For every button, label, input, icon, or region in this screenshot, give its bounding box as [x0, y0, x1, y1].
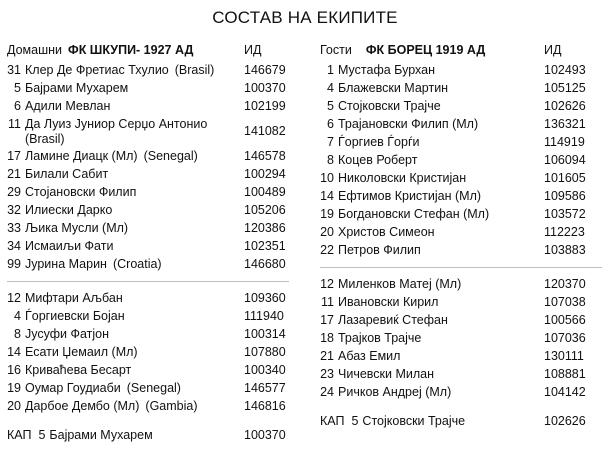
- player-name: Љика Мусли (Мл): [25, 221, 129, 235]
- player-number: 21: [7, 167, 21, 181]
- player-row: [7, 201, 297, 219]
- home-team-name: ФК ШКУПИ- 1927 АД: [68, 43, 194, 57]
- player-name: Богдановски Стефан (Мл): [338, 207, 490, 221]
- player-id: 100566: [544, 313, 586, 327]
- player-number: 7: [327, 135, 334, 149]
- player-number: 17: [320, 313, 334, 327]
- player-name: Оумар Гоудиаби: [25, 381, 121, 395]
- player-id: 102493: [544, 63, 586, 77]
- player-id: 102199: [244, 99, 286, 113]
- player-id: 120386: [244, 221, 286, 235]
- away-header: [320, 41, 602, 59]
- player-row: [320, 187, 602, 205]
- player-row: [7, 61, 297, 79]
- player-id: 108881: [544, 367, 586, 381]
- player-id: 130111: [544, 349, 584, 363]
- player-id: 100314: [244, 327, 286, 341]
- player-row: [320, 97, 602, 115]
- player-name: Билали Сабит: [25, 167, 109, 181]
- player-number: 14: [7, 345, 21, 359]
- player-number: 5: [327, 99, 334, 113]
- player-id: 114919: [544, 135, 585, 149]
- player-name: Ивановски Кирил: [338, 295, 439, 309]
- player-number: 20: [320, 225, 334, 239]
- player-number: 14: [320, 189, 334, 203]
- captain-number: 5: [38, 428, 46, 442]
- captain-id: 102626: [544, 414, 586, 428]
- player-row: [7, 325, 297, 343]
- player-name: Трајков Трајче: [338, 331, 422, 345]
- player-name: Исмаиљи Фати: [25, 239, 114, 253]
- player-name: Ламине Диацк (Мл): [25, 149, 138, 163]
- player-row: [320, 383, 602, 401]
- player-row: [320, 223, 602, 241]
- player-name: Христов Симеон: [338, 225, 435, 239]
- player-name: Есати Џемаил (Мл): [25, 345, 138, 359]
- player-id: 100370: [244, 81, 286, 95]
- player-name: Ричков Андреј (Мл): [338, 385, 452, 399]
- player-id: 146816: [244, 399, 286, 413]
- player-row: [320, 151, 602, 169]
- player-id: 105206: [244, 203, 286, 217]
- player-row: [320, 205, 602, 223]
- player-id: 101605: [544, 171, 586, 185]
- player-name: Коцев Роберт: [338, 153, 418, 167]
- captain-label: КАП: [320, 414, 345, 428]
- player-number: 19: [7, 381, 21, 395]
- player-row: [320, 365, 602, 383]
- home-header: [7, 41, 297, 59]
- player-id: 106094: [544, 153, 586, 167]
- captain-id: 100370: [244, 428, 286, 442]
- player-number: 17: [7, 149, 21, 163]
- away-divider: [320, 267, 602, 268]
- page-title: СОСТАВ НА ЕКИПИТЕ: [212, 8, 398, 27]
- player-name: Да Луиз Јуниор Серџо Антонио (Brasil): [25, 117, 208, 146]
- player-id: 141082: [244, 124, 286, 138]
- player-name: Мустафа Бурхан: [338, 63, 435, 77]
- player-number: 32: [7, 203, 21, 217]
- player-id: 107880: [244, 345, 286, 359]
- player-number: 31: [7, 63, 21, 77]
- player-name: Клер Де Фретиас Тхулио: [25, 63, 169, 77]
- player-nationality: (Brasil): [174, 63, 215, 77]
- player-number: 29: [7, 185, 21, 199]
- player-id: 107036: [544, 331, 586, 345]
- player-nationality: (Gambia): [145, 399, 198, 413]
- player-number: 4: [327, 81, 334, 95]
- player-number: 24: [320, 385, 334, 399]
- player-number: 8: [327, 153, 334, 167]
- player-name: Ѓоргиевски Бојан: [25, 309, 125, 323]
- player-number: 12: [7, 291, 21, 305]
- home-side-label: Домашни: [7, 43, 63, 57]
- player-row: [320, 311, 602, 329]
- player-nationality: (Senegal): [143, 149, 198, 163]
- player-row: [320, 347, 602, 365]
- player-id: 112223: [544, 225, 585, 239]
- player-row: [7, 79, 297, 97]
- away-starters-list: [320, 61, 602, 259]
- player-row: [320, 115, 602, 133]
- home-subs-list: [7, 289, 297, 415]
- player-number: 8: [14, 327, 21, 341]
- away-id-header: ИД: [544, 43, 562, 57]
- player-name: Бајрами Мухарем: [25, 81, 129, 95]
- home-starters-list: [7, 61, 297, 273]
- player-row: [7, 307, 297, 325]
- player-row: [7, 379, 297, 397]
- player-id: 146679: [244, 63, 286, 77]
- player-number: 11: [8, 117, 21, 131]
- player-number: 22: [320, 243, 334, 257]
- home-divider: [7, 281, 289, 282]
- player-name: Миленков Матеј (Мл): [338, 277, 462, 291]
- player-id: 146578: [244, 149, 286, 163]
- player-id: 102351: [244, 239, 286, 253]
- player-row: [7, 397, 297, 415]
- player-name: Николовски Кристијан: [338, 171, 467, 185]
- player-nationality: (Croatia): [112, 257, 162, 271]
- player-name: Чичевски Милан: [338, 367, 434, 381]
- player-number: 12: [320, 277, 334, 291]
- player-number: 6: [14, 99, 21, 113]
- player-name: Стојановски Филип: [25, 185, 137, 199]
- player-number: 4: [14, 309, 21, 323]
- player-id: 100340: [244, 363, 286, 377]
- player-number: 1: [327, 63, 334, 77]
- player-id: 136321: [544, 117, 586, 131]
- player-number: 23: [320, 367, 334, 381]
- player-number: 11: [321, 295, 334, 309]
- home-lineup: [7, 41, 297, 444]
- captain-number: 5: [351, 414, 359, 428]
- player-id: 146680: [244, 257, 286, 271]
- player-name: Ефтимов Кристијан (Мл): [338, 189, 482, 203]
- player-id: 146577: [244, 381, 286, 395]
- player-row: [320, 79, 602, 97]
- player-id: 109586: [544, 189, 586, 203]
- player-row: [7, 219, 297, 237]
- player-row: [320, 61, 602, 79]
- player-row: [7, 289, 297, 307]
- home-id-header: ИД: [244, 43, 262, 57]
- player-row: [320, 169, 602, 187]
- player-name: Илиески Дарко: [25, 203, 113, 217]
- player-nationality: (Senegal): [126, 381, 181, 395]
- player-row: [7, 147, 297, 165]
- player-number: 19: [320, 207, 334, 221]
- away-side-label: Гости: [320, 43, 352, 57]
- player-name: Абаз Емил: [338, 349, 401, 363]
- player-id: 120370: [544, 277, 586, 291]
- player-number: 33: [7, 221, 21, 235]
- player-name: Стојковски Трајче: [338, 99, 441, 113]
- player-number: 10: [320, 171, 334, 185]
- away-team-name: ФК БОРЕЦ 1919 АД: [365, 43, 486, 57]
- player-row: [320, 329, 602, 347]
- player-id: 107038: [544, 295, 586, 309]
- player-name: Јусуфи Фатјон: [25, 327, 109, 341]
- player-id: 111940: [244, 309, 284, 323]
- player-number: 5: [14, 81, 21, 95]
- away-lineup: [320, 41, 602, 430]
- player-row: [7, 237, 297, 255]
- player-id: 102626: [544, 99, 586, 113]
- player-row: [7, 255, 297, 273]
- player-name: Ѓоргиев Ѓорѓи: [338, 135, 420, 149]
- player-id: 104142: [544, 385, 586, 399]
- player-name: Трајановски Филип (Мл): [338, 117, 479, 131]
- player-name: Јурина Марин: [25, 257, 107, 271]
- player-name: Лазаревиќ Стефан: [338, 313, 448, 327]
- player-id: 103572: [544, 207, 586, 221]
- player-name: Дарбое Дембо (Мл): [25, 399, 140, 413]
- player-number: 34: [7, 239, 21, 253]
- player-name: Мифтари Аљбан: [25, 291, 123, 305]
- player-number: 16: [7, 363, 21, 377]
- player-id: 100294: [244, 167, 286, 181]
- home-captain: [7, 426, 297, 444]
- captain-name: Стојковски Трајче: [362, 414, 466, 428]
- player-number: 21: [320, 349, 334, 363]
- player-id: 109360: [244, 291, 286, 305]
- player-row: [320, 293, 602, 311]
- captain-label: КАП: [7, 428, 32, 442]
- player-row: [320, 133, 602, 151]
- player-number: 99: [7, 257, 21, 271]
- player-row: [7, 343, 297, 361]
- player-number: 20: [7, 399, 21, 413]
- player-row: [7, 165, 297, 183]
- player-row: [320, 275, 602, 293]
- player-name: Криваћева Бесарт: [25, 363, 132, 377]
- player-row: [7, 97, 297, 115]
- player-name: Блажевски Мартин: [338, 81, 449, 95]
- player-name: Адили Мевлан: [25, 99, 111, 113]
- player-id: 100489: [244, 185, 286, 199]
- away-captain: [320, 412, 602, 430]
- player-number: 18: [320, 331, 334, 345]
- captain-name: Бајрами Мухарем: [49, 428, 153, 442]
- player-row: [7, 361, 297, 379]
- player-number: 6: [327, 117, 334, 131]
- player-id: 103883: [544, 243, 586, 257]
- away-subs-list: [320, 275, 602, 401]
- player-id: 105125: [544, 81, 586, 95]
- player-row: [7, 115, 297, 147]
- player-row: [320, 241, 602, 259]
- player-name: Петров Филип: [338, 243, 421, 257]
- player-row: [7, 183, 297, 201]
